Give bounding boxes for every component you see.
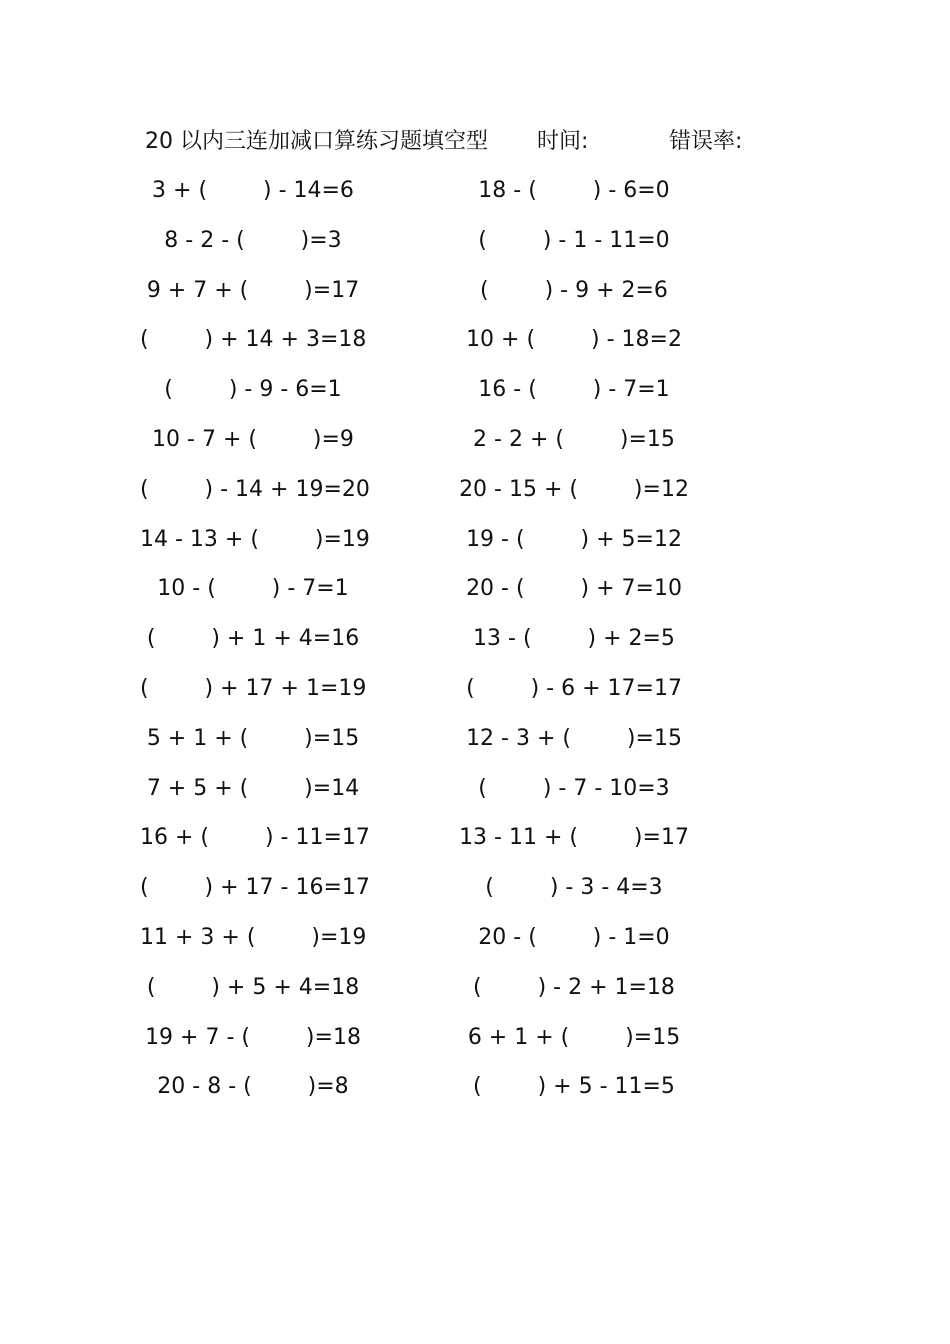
problem-row: ( ) + 17 + 1=19	[140, 675, 367, 701]
problem-row: 3 + ( ) - 14=6	[152, 178, 354, 203]
problem-row: ( ) - 1 - 11=0	[478, 227, 670, 253]
problem-row: ( ) - 6 + 17=17	[466, 675, 682, 701]
problem-row: 7 + 5 + ( )=14	[146, 775, 360, 801]
problem-row: 5 + 1 + ( )=15	[146, 725, 360, 751]
problem-row: 20 - ( ) - 1=0	[478, 924, 670, 950]
problem-row: 19 - ( ) + 5=12	[466, 526, 682, 552]
problem-row: 10 - ( ) - 7=1	[157, 576, 349, 602]
problem-row: 10 + ( ) - 18=2	[466, 327, 682, 353]
problem-row: ( ) + 1 + 4=16	[146, 626, 360, 652]
problem-row: 19 + 7 - ( )=18	[145, 1024, 361, 1050]
problem-row: ( ) - 3 - 4=3	[485, 875, 663, 901]
problem-row: 9 + 7 + ( )=17	[146, 277, 360, 303]
time-label: 时间:	[537, 129, 589, 154]
problem-row: ( ) + 14 + 3=18	[140, 327, 367, 353]
problem-row: ( ) + 5 + 4=18	[146, 974, 360, 1000]
problem-row: ( ) + 17 - 16=17	[140, 875, 370, 901]
problem-row: 13 - ( ) + 2=5	[473, 626, 675, 652]
problem-row: 20 - 15 + ( )=12	[459, 476, 689, 502]
problem-row: ( ) - 14 + 19=20	[140, 476, 370, 502]
problem-row: 20 - ( ) + 7=10	[466, 576, 682, 602]
problem-row: ( ) - 2 + 1=18	[473, 974, 675, 1000]
problem-row: 20 - 8 - ( )=8	[157, 1074, 349, 1100]
problem-row: 14 - 13 + ( )=19	[140, 526, 370, 552]
problem-row: 12 - 3 + ( )=15	[466, 725, 682, 751]
worksheet-header	[145, 124, 785, 160]
problem-row: 16 - ( ) - 7=1	[478, 377, 670, 403]
problem-row: 6 + 1 + ( )=15	[467, 1024, 681, 1050]
problem-row: ( ) - 9 + 2=6	[480, 277, 668, 303]
problem-row: 16 + ( ) - 11=17	[140, 825, 370, 851]
left-problem-column	[140, 172, 370, 1118]
problem-row: ( ) - 7 - 10=3	[478, 775, 670, 801]
error-rate-label: 错误率:	[669, 129, 743, 154]
problem-row: 13 - 11 + ( )=17	[459, 825, 689, 851]
problem-row: ( ) - 9 - 6=1	[164, 377, 342, 403]
problem-row: ( ) + 5 - 11=5	[473, 1074, 675, 1100]
worksheet-title: 20 以内三连加减口算练习题填空型	[145, 129, 488, 154]
problem-row: 11 + 3 + ( )=19	[140, 924, 367, 950]
right-problem-column	[458, 172, 690, 1118]
problem-row: 2 - 2 + ( )=15	[473, 426, 675, 452]
problem-row: 10 - 7 + ( )=9	[152, 426, 354, 452]
problem-row: 8 - 2 - ( )=3	[164, 227, 342, 253]
problem-row: 18 - ( ) - 6=0	[478, 178, 670, 203]
